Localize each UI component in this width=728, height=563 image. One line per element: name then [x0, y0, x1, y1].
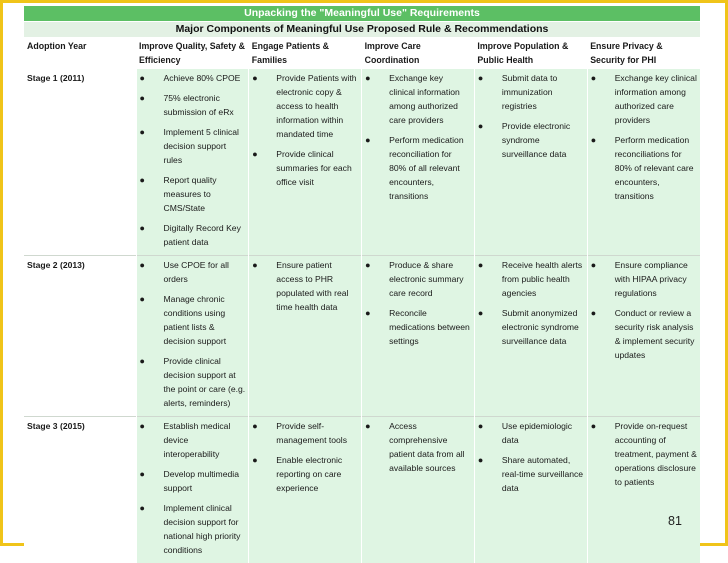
list-item: [478, 419, 584, 447]
bullet-icon: ●: [140, 467, 145, 481]
list-item: [252, 71, 358, 141]
bullet-icon: ●: [140, 173, 145, 187]
bullet-icon: ●: [365, 419, 370, 433]
bullet-icon: ●: [140, 292, 145, 306]
column-header-care-coordination: Improve Care Coordination: [362, 37, 475, 69]
table-cell: [474, 256, 587, 417]
list-item: [252, 147, 358, 189]
bullet-list: [140, 71, 246, 249]
list-item-text: Develop multimedia support: [164, 469, 239, 493]
list-item: [140, 467, 246, 495]
bullet-icon: ●: [252, 147, 257, 161]
table-cell: [587, 69, 700, 256]
bullet-icon: ●: [252, 453, 257, 467]
header-row: [24, 37, 700, 69]
bullet-icon: ●: [365, 133, 370, 147]
bullet-list: [478, 419, 584, 495]
bullet-icon: ●: [252, 258, 257, 272]
bullet-icon: ●: [478, 306, 483, 320]
table-cell: [474, 417, 587, 563]
column-header-privacy-security: Ensure Privacy & Security for PHI: [587, 37, 700, 69]
bullet-icon: ●: [478, 71, 483, 85]
bullet-list: [591, 419, 697, 489]
table-title: Unpacking the "Meaningful Use" Requirements: [24, 6, 700, 21]
list-item-text: Provide electronic syndrome surveillance data: [502, 121, 570, 159]
list-item: [478, 453, 584, 495]
list-item: [140, 292, 246, 348]
list-item-text: Provide self-management tools: [276, 421, 347, 445]
list-item: [140, 71, 246, 85]
bullet-icon: ●: [591, 71, 596, 85]
list-item: [252, 258, 358, 314]
table-cell: [362, 417, 475, 563]
list-item: [591, 71, 697, 127]
list-item: [365, 419, 471, 475]
bullet-icon: ●: [478, 419, 483, 433]
stage-label: Stage 2 (2013): [24, 256, 136, 417]
table-cell: [587, 256, 700, 417]
list-item-text: Provide Patients with electronic copy & access to health information within mandated time: [276, 73, 356, 139]
list-item-text: Share automated, real-time surveillance data: [502, 455, 583, 493]
bullet-list: [591, 258, 697, 362]
list-item: [140, 173, 246, 215]
list-item-text: Provide on-request accounting of treatment, payment & operations disclosure to patients: [615, 421, 697, 487]
bullet-icon: ●: [478, 453, 483, 467]
column-header-population-health: Improve Population & Public Health: [474, 37, 587, 69]
table-cell: [587, 417, 700, 563]
table-cell: [249, 256, 362, 417]
list-item-text: Access comprehensive patient data from all available sources: [389, 421, 464, 473]
list-item: [478, 258, 584, 300]
bullet-icon: ●: [365, 306, 370, 320]
bullet-icon: ●: [591, 306, 596, 320]
list-item-text: Report quality measures to CMS/State: [164, 175, 217, 213]
table-row: [24, 256, 700, 417]
list-item-text: Produce & share electronic summary care record: [389, 260, 464, 298]
list-item-text: Ensure compliance with HIPAA privacy regulations: [615, 260, 688, 298]
bullet-icon: ●: [591, 133, 596, 147]
stage-label: Stage 3 (2015): [24, 417, 136, 563]
bullet-list: [252, 71, 358, 189]
list-item-text: Exchange key clinical information among authorized care providers: [389, 73, 460, 125]
bullet-list: [591, 71, 697, 203]
bullet-icon: ●: [252, 419, 257, 433]
bullet-icon: ●: [140, 221, 145, 235]
table-cell: [249, 69, 362, 256]
bullet-list: [252, 419, 358, 495]
list-item: [591, 306, 697, 362]
list-item-text: Perform medication reconciliation for 80% of all relevant encounters, transitions: [389, 135, 464, 201]
list-item: [591, 258, 697, 300]
list-item: [140, 258, 246, 286]
list-item-text: Provide clinical decision support at the point or care (e.g. alerts, reminders): [164, 356, 246, 408]
bullet-icon: ●: [478, 258, 483, 272]
bullet-icon: ●: [140, 91, 145, 105]
table-row: [24, 417, 700, 563]
table-cell: [362, 69, 475, 256]
bullet-icon: ●: [140, 125, 145, 139]
list-item-text: Achieve 80% CPOE: [164, 73, 241, 83]
list-item: [365, 71, 471, 127]
list-item: [140, 221, 246, 249]
list-item: [591, 419, 697, 489]
bullet-icon: ●: [140, 258, 145, 272]
bullet-icon: ●: [365, 71, 370, 85]
bullet-icon: ●: [140, 354, 145, 368]
list-item-text: Perform medication reconciliations for 80% of relevant care encounters, transitions: [615, 135, 694, 201]
bullet-list: [365, 258, 471, 348]
bullet-icon: ●: [140, 71, 145, 85]
bullet-list: [478, 258, 584, 348]
meaningful-use-table: [24, 37, 700, 563]
list-item-text: Reconcile medications between settings: [389, 308, 470, 346]
table-cell: [362, 256, 475, 417]
table-row: [24, 69, 700, 256]
list-item-text: Establish medical device interoperability: [164, 421, 231, 459]
table-cell: [474, 69, 587, 256]
bullet-list: [140, 258, 246, 410]
bullet-icon: ●: [140, 419, 145, 433]
list-item: [252, 453, 358, 495]
list-item: [140, 501, 246, 557]
list-item: [365, 306, 471, 348]
list-item-text: 75% electronic submission of eRx: [164, 93, 234, 117]
column-header-quality: Improve Quality, Safety & Efficiency: [136, 37, 249, 69]
list-item: [591, 133, 697, 203]
list-item-text: Digitally Record Key patient data: [164, 223, 241, 247]
bullet-icon: ●: [252, 71, 257, 85]
list-item-text: Receive health alerts from public health agencies: [502, 260, 582, 298]
bullet-list: [252, 258, 358, 314]
list-item: [140, 125, 246, 167]
bullet-list: [140, 419, 246, 557]
list-item: [140, 91, 246, 119]
bullet-list: [478, 71, 584, 161]
bullet-icon: ●: [591, 258, 596, 272]
table-cell: [136, 417, 249, 563]
list-item: [478, 306, 584, 348]
bullet-icon: ●: [591, 419, 596, 433]
list-item-text: Implement 5 clinical decision support rules: [164, 127, 239, 165]
list-item: [140, 419, 246, 461]
bullet-list: [365, 419, 471, 475]
list-item-text: Exchange key clinical information among authorized care providers: [615, 73, 697, 125]
column-header-engage-patients: Engage Patients & Families: [249, 37, 362, 69]
list-item: [365, 258, 471, 300]
list-item-text: Conduct or review a security risk analysis & implement security updates: [615, 308, 695, 360]
list-item: [140, 354, 246, 410]
list-item: [252, 419, 358, 447]
bullet-icon: ●: [140, 501, 145, 515]
list-item-text: Manage chronic conditions using patient lists & decision support: [164, 294, 227, 346]
list-item: [478, 71, 584, 113]
list-item-text: Enable electronic reporting on care experience: [276, 455, 342, 493]
list-item-text: Use epidemiologic data: [502, 421, 572, 445]
list-item-text: Use CPOE for all orders: [164, 260, 229, 284]
list-item-text: Submit anonymized electronic syndrome surveillance data: [502, 308, 579, 346]
list-item-text: Provide clinical summaries for each office visit: [276, 149, 351, 187]
list-item: [478, 119, 584, 161]
bullet-icon: ●: [478, 119, 483, 133]
table-cell: [249, 417, 362, 563]
list-item: [365, 133, 471, 203]
bullet-icon: ●: [365, 258, 370, 272]
table-subtitle: Major Components of Meaningful Use Proposed Rule & Recommendations: [24, 22, 700, 37]
list-item-text: Submit data to immunization registries: [502, 73, 557, 111]
table-cell: [136, 256, 249, 417]
page-number: 81: [668, 514, 682, 528]
bullet-list: [365, 71, 471, 203]
table-cell: [136, 69, 249, 256]
column-header-adoption-year: Adoption Year: [24, 37, 136, 69]
list-item-text: Implement clinical decision support for national high priority conditions: [164, 503, 241, 555]
stage-label: Stage 1 (2011): [24, 69, 136, 256]
list-item-text: Ensure patient access to PHR populated with real time health data: [276, 260, 348, 312]
